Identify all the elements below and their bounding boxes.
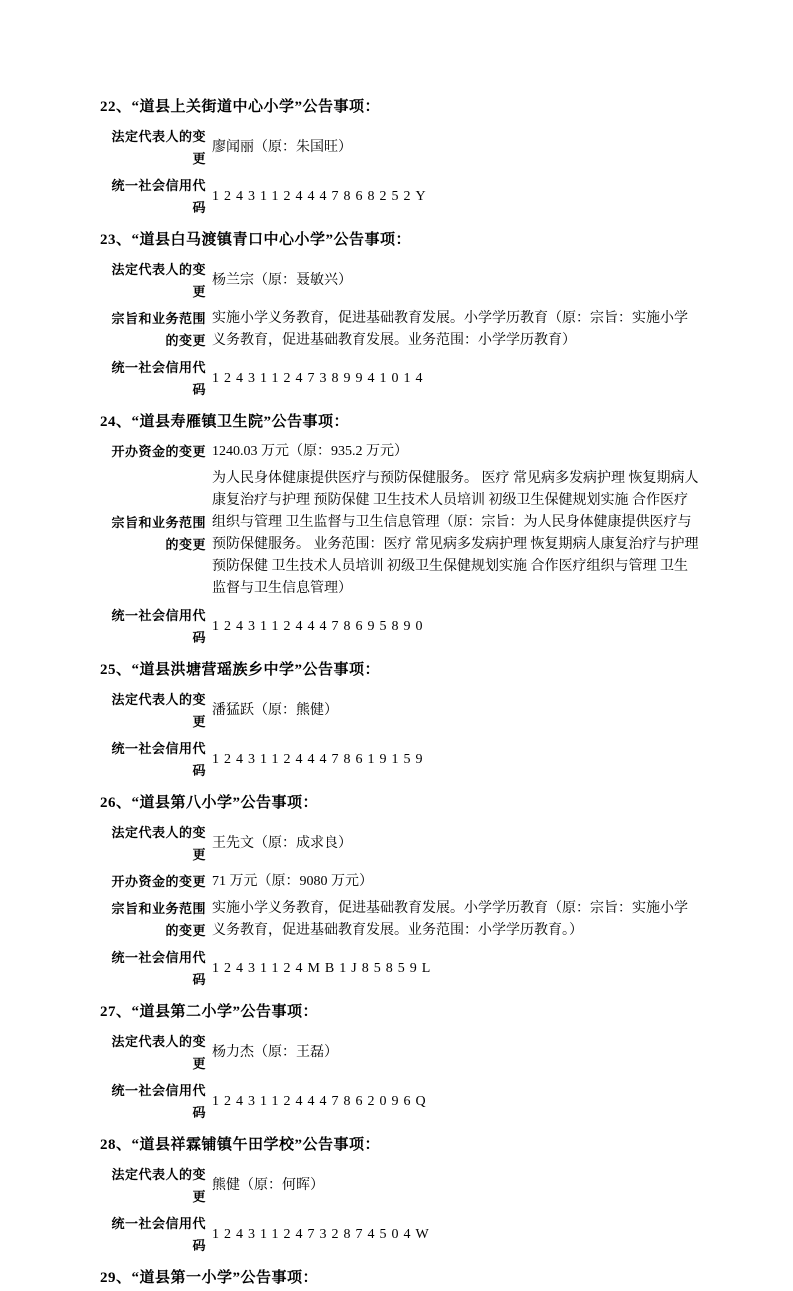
field-label: 法定代表人的变更	[111, 825, 206, 862]
announcement-item-23	[100, 227, 701, 401]
scope-change-row	[100, 468, 701, 600]
credit-code-row	[100, 738, 701, 782]
credit-code-value: 12431124MB1J85859L	[212, 961, 436, 976]
legal-rep-change-row	[100, 1164, 701, 1208]
capital-change-value: 1240.03 万元（原：935.2 万元）	[212, 444, 408, 459]
legal-rep-value: 潘猛跃（原：熊健）	[212, 703, 338, 718]
legal-rep-value: 杨力杰（原：王磊）	[212, 1045, 338, 1060]
credit-code-row	[100, 1213, 701, 1257]
announcement-item-29	[100, 1265, 701, 1291]
field-label: 法定代表人的变更	[111, 262, 206, 299]
announcement-item-27	[100, 999, 701, 1124]
field-label: 宗旨和业务范围的变更	[111, 901, 206, 938]
field-label: 统一社会信用代码	[111, 1216, 206, 1253]
item-28-header: 28、“道县祥霖铺镇午田学校”公告事项：	[100, 1137, 381, 1153]
announcement-item-24	[100, 409, 701, 649]
field-label: 开办资金的变更	[111, 874, 206, 889]
announcement-item-26	[100, 790, 701, 991]
field-label: 法定代表人的变更	[111, 1167, 206, 1204]
field-label: 法定代表人的变更	[111, 129, 206, 166]
credit-code-value: 12431124732874504W	[212, 1227, 434, 1242]
capital-change-value: 71 万元（原：9080 万元）	[212, 874, 373, 889]
field-label: 宗旨和业务范围的变更	[111, 311, 206, 348]
credit-code-row	[100, 175, 701, 219]
credit-code-value: 12431124447868252Y	[212, 189, 431, 204]
scope-change-value: 实施小学义务教育，促进基础教育发展。小学学历教育（原：宗旨：实施小学义务教育，促进基础教育发展。业务范围：小学学历教育）	[212, 311, 688, 348]
legal-rep-value: 杨兰宗（原：聂敏兴）	[212, 273, 352, 288]
item-29-header: 29、“道县第一小学”公告事项：	[100, 1270, 319, 1286]
announcement-item-22	[100, 94, 701, 219]
announcement-item-25	[100, 657, 701, 782]
legal-rep-value: 熊健（原：何晖）	[212, 1178, 324, 1193]
legal-rep-change-row	[100, 126, 701, 170]
field-label: 统一社会信用代码	[111, 741, 206, 778]
credit-code-value: 12431124447862096Q	[212, 1094, 431, 1109]
item-26-header: 26、“道县第八小学”公告事项：	[100, 795, 319, 811]
credit-code-row	[100, 357, 701, 401]
field-label: 统一社会信用代码	[111, 608, 206, 645]
credit-code-value: 124311244478695890	[212, 619, 428, 634]
field-label: 开办资金的变更	[111, 444, 206, 459]
scope-change-value: 实施小学义务教育，促进基础教育发展。小学学历教育（原：宗旨：实施小学义务教育，促进基础教育发展。业务范围：小学学历教育。）	[212, 901, 688, 938]
credit-code-row	[100, 947, 701, 991]
field-label: 宗旨和业务范围的变更	[111, 515, 206, 552]
credit-code-row	[100, 1080, 701, 1124]
legal-rep-value: 廖闻丽（原：朱国旺）	[212, 140, 352, 155]
credit-code-row	[100, 605, 701, 649]
item-25-header: 25、“道县洪塘营瑶族乡中学”公告事项：	[100, 662, 381, 678]
scope-change-row	[100, 308, 701, 352]
item-24-header: 24、“道县寿雁镇卫生院”公告事项：	[100, 414, 350, 430]
legal-rep-change-row	[100, 259, 701, 303]
field-label: 法定代表人的变更	[111, 1034, 206, 1071]
scope-change-value: 为人民身体健康提供医疗与预防保健服务。 医疗 常见病多发病护理 恢复期病人康复治疗与护理 预防保健 卫生技术人员培训 初级卫生保健规划实施 合作医疗组织与管理 卫生监督与卫生信息管理（原：宗旨：为人民身体健康提供医疗与预防保健服务。 业务范围：医疗 常见病多发病护理 恢复期病人康复治疗与护理 预防保健 卫生技术人员培训 初级卫生保健规划实施 合作医疗组织与管理 卫生监督与卫生信息管理）	[212, 471, 702, 596]
field-label: 统一社会信用代码	[111, 178, 206, 215]
item-23-header: 23、“道县白马渡镇青口中心小学”公告事项：	[100, 232, 412, 248]
announcement-item-28	[100, 1132, 701, 1257]
legal-rep-change-row	[100, 1031, 701, 1075]
capital-change-row	[100, 871, 701, 893]
capital-change-row	[100, 441, 701, 463]
legal-rep-value: 王先文（原：成求良）	[212, 836, 352, 851]
credit-code-value: 124311247389941014	[212, 371, 428, 386]
field-label: 统一社会信用代码	[111, 950, 206, 987]
field-label: 统一社会信用代码	[111, 360, 206, 397]
legal-rep-change-row	[100, 822, 701, 866]
field-label: 统一社会信用代码	[111, 1083, 206, 1120]
item-22-header: 22、“道县上关街道中心小学”公告事项：	[100, 99, 381, 115]
field-label: 法定代表人的变更	[111, 692, 206, 729]
item-27-header: 27、“道县第二小学”公告事项：	[100, 1004, 319, 1020]
scope-change-row	[100, 898, 701, 942]
legal-rep-change-row	[100, 689, 701, 733]
credit-code-value: 124311244478619159	[212, 752, 428, 767]
